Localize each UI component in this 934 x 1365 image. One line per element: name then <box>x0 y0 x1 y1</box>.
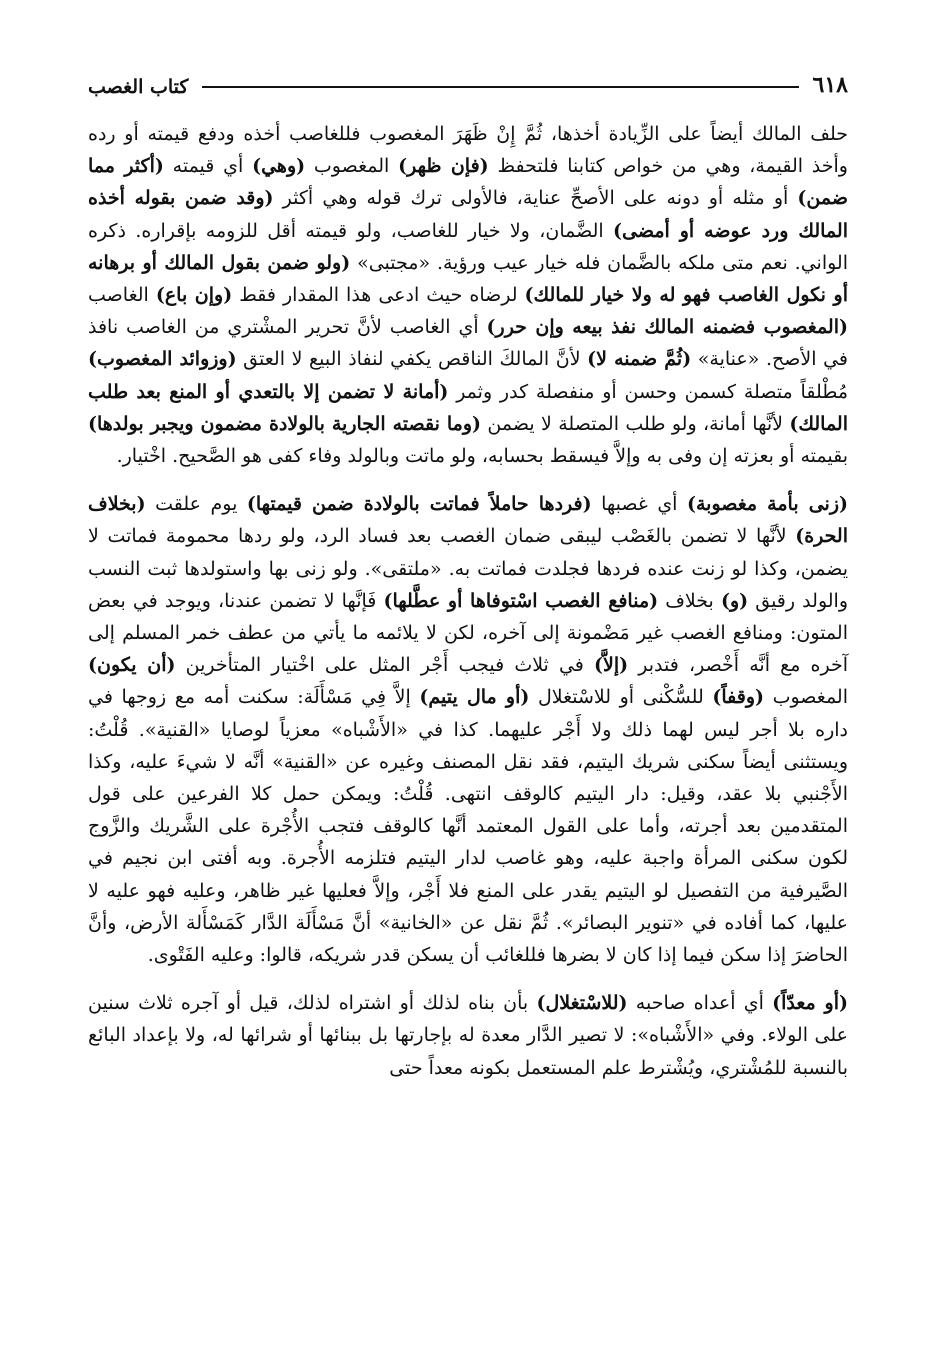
matn-phrase: (أو معدّاً) <box>772 992 849 1015</box>
matn-phrase: (منافع الغصب اسْتوفاها أو عطَّلها) <box>383 589 659 612</box>
commentary-text: بخلاف <box>658 589 721 612</box>
page-header <box>88 66 848 98</box>
paragraph <box>88 118 848 472</box>
body-text <box>88 118 848 1100</box>
matn-phrase: (زنى بأمة مغصوبة) <box>686 493 848 516</box>
commentary-text: بأن بناه لذلك أو اشتراه لذلك، قيل أو آجره ثلاث سنين على الولاء. وفي «الأَشْباه»: لا تصير الدَّار معدة له بإجارتها بل ببنائها أو شرائها له، ولا بإعداد البائع بالنسبة للمُشْتري، ويُشْترط علم المستعمل بكونه معداً حتى <box>88 992 848 1079</box>
matn-phrase: (وما نقصته الجارية بالولادة مضمون ويجبر بولدها) <box>88 412 481 435</box>
matn-phrase: (وزوائد المغصوب) <box>88 348 237 371</box>
commentary-text: بقيمته أو بعزته إن وفى به وإلاَّ فيسقط بحسابه، ولو ماتت وبالولد وفاء كفى هو الصَّحيح. اخْتيار. <box>116 445 848 468</box>
commentary-text: لأنَّها لا تضمن بالغَصْب ليبقى ضمان الغصب بعد فساد الرد، ولو ردها محمومة فماتت لا يضمن، وكذا لو زنت عنده فردها فجلدت فماتت به. «ملتقى». ولو زنى بها واستولدها ثبت النسب والولد رقيق <box>88 525 848 612</box>
commentary-text: يوم علقت <box>145 493 247 516</box>
commentary-text: لأنَّ المالكَ الناقص يكفي لنفاذ البيع لا العتق <box>236 348 588 371</box>
matn-phrase: (بخلاف الحرة) <box>88 493 848 548</box>
matn-phrase: (ثُمَّ ضمنه لا) <box>587 348 692 371</box>
commentary-text: لأنَّها أمانة، ولو طلب المتصلة لا يضمن <box>481 412 790 435</box>
matn-phrase: (فإن ظهر) <box>398 155 489 178</box>
paragraph <box>88 987 848 1084</box>
commentary-text: لرضاه حيث ادعى هذا المقدار فقط <box>232 284 525 307</box>
matn-phrase: (ولو ضمن بقول المالك أو برهانه أو نكول الغاصب فهو له ولا خيار للمالك) <box>88 251 849 307</box>
page-number: ٦١٨ <box>812 72 848 98</box>
matn-phrase: (وقفاً) <box>712 686 764 709</box>
matn-phrase: (أكثر مما ضمن) <box>88 155 848 210</box>
commentary-text: أي الغاصب لأنَّ تحرير المشْتري من الغاصب نافذ في الأصح. «عناية» <box>88 316 848 371</box>
matn-phrase: (أن يكون) <box>88 654 176 677</box>
matn-phrase: (فردها حاملاً فماتت بالولادة ضمن قيمتها) <box>246 493 592 516</box>
commentary-text: أي قيمته <box>163 155 253 178</box>
commentary-text: الضَّمان، ولا خيار للغاصب، ولو قيمته أقل للزومه بإقراره. ذكره الواني. نعم متى ملكه بالضَّمان فله خيار عيب ورؤية. «مجتبى» <box>88 219 848 274</box>
commentary-text: حلف المالك أيضاً على الزِّيادة أخذها، ثُمَّ إِنْ ظَهَرَ المغصوب فللغاصب أخذه ودفع قيمته أو رده وأخذ القيمة، وهي من خواص كتابنا فلتحفظ <box>88 123 848 178</box>
commentary-text: الغاصب <box>88 284 156 307</box>
matn-phrase: (أو مال يتيم) <box>419 686 530 709</box>
commentary-text: فَإنَّها لا تضمن عندنا، ويوجد في بعض المتون: ومنافع الغصب غير مَضْمونة إلى آخره، لكن لا يلائمه ما يأتي من عطف خمر المسلم إلى آخره مع أنَّه أَخْصر، فتدبر <box>88 589 848 677</box>
paragraph <box>88 488 848 971</box>
matn-phrase: (المغصوب فضمنه المالك نفذ بيعه وإن حرر) <box>486 316 848 339</box>
matn-phrase: (و) <box>720 589 749 612</box>
matn-phrase: (إلاَّ) <box>594 654 629 677</box>
matn-phrase: (وإن باع) <box>155 284 233 307</box>
running-title: كتاب الغصب <box>88 76 189 98</box>
commentary-text: المغصوب <box>764 686 848 709</box>
commentary-text: أو مثله أو دونه على الأصحِّ عناية، فالأولى ترك قوله وهي أكثر <box>273 187 798 210</box>
commentary-text: في ثلاث فيجب أَجْر المثل على اخْتيار المتأخرين <box>175 654 595 677</box>
header-divider <box>202 86 798 88</box>
commentary-text: مُطْلقاً متصلة كسمن وحسن أو منفصلة كدر وثمر <box>448 380 848 403</box>
matn-phrase: (وقد ضمن بقوله أخذه المالك ورد عوضه أو أمضى) <box>88 187 848 242</box>
commentary-text: أي أعداه صاحبه <box>627 992 773 1015</box>
matn-phrase: (أمانة لا تضمن إلا بالتعدي أو المنع بعد طلب المالك) <box>88 380 848 435</box>
matn-phrase: (للاسْتغلال) <box>536 992 628 1015</box>
commentary-text: للسُّكْنى أو للاسْتغلال <box>529 686 713 709</box>
matn-phrase: (وهي) <box>252 155 306 178</box>
commentary-text: إلاَّ فِي مَسْأَلَة: سكنت أمه مع زوجها في داره بلا أجر ليس لهما ذلك ولا أَجْر عليهما. كذا في «الأَشْباه» معزياً لوصايا «القنية». قُلْتُ: ويستثنى أيضاً سكنى شريك اليتيم، فقد نقل المصنف وغيره عن «القنية» أنَّه لا شيءَ عليه، وكذا الأَجْنبي بلا عقد، وقيل: دار اليتيم كالوقف انتهى. قُلْتُ: ويمكن حمل كلا الفرعين على قول المتقدمين بعد أجرته، وأما على القول المعتمد أنَّها كالوقف فتجب الأُجْرة على الشَّريك والزَّوج لكون سكنى المرأة واجبة عليه، وهو غاصب لدار اليتيم فتلزمه الأُجرة. وبه أفتى ابن نجيم في الصَّيرفية من التفصيل لو اليتيم يقدر على المنع فلا أَجْر، وإلاَّ فعليها غير ظاهر، وعليه فهو عليه لا عليها، كما أفاده في «تنوير البصائر». ثُمَّ نقل عن «الخانية» أنَّ مَسْأَلَة الدَّار كَمَسْأَلة الأرض، وأنَّ الحاضرَ إذا سكن فيما إذا كان لا بضرها فللغائب أن يسكن قدر شريكه، قالوا: وعليه الفَتْوى. <box>88 686 848 967</box>
commentary-text: المغصوب <box>305 155 399 178</box>
commentary-text: أي غصبها <box>591 493 687 516</box>
